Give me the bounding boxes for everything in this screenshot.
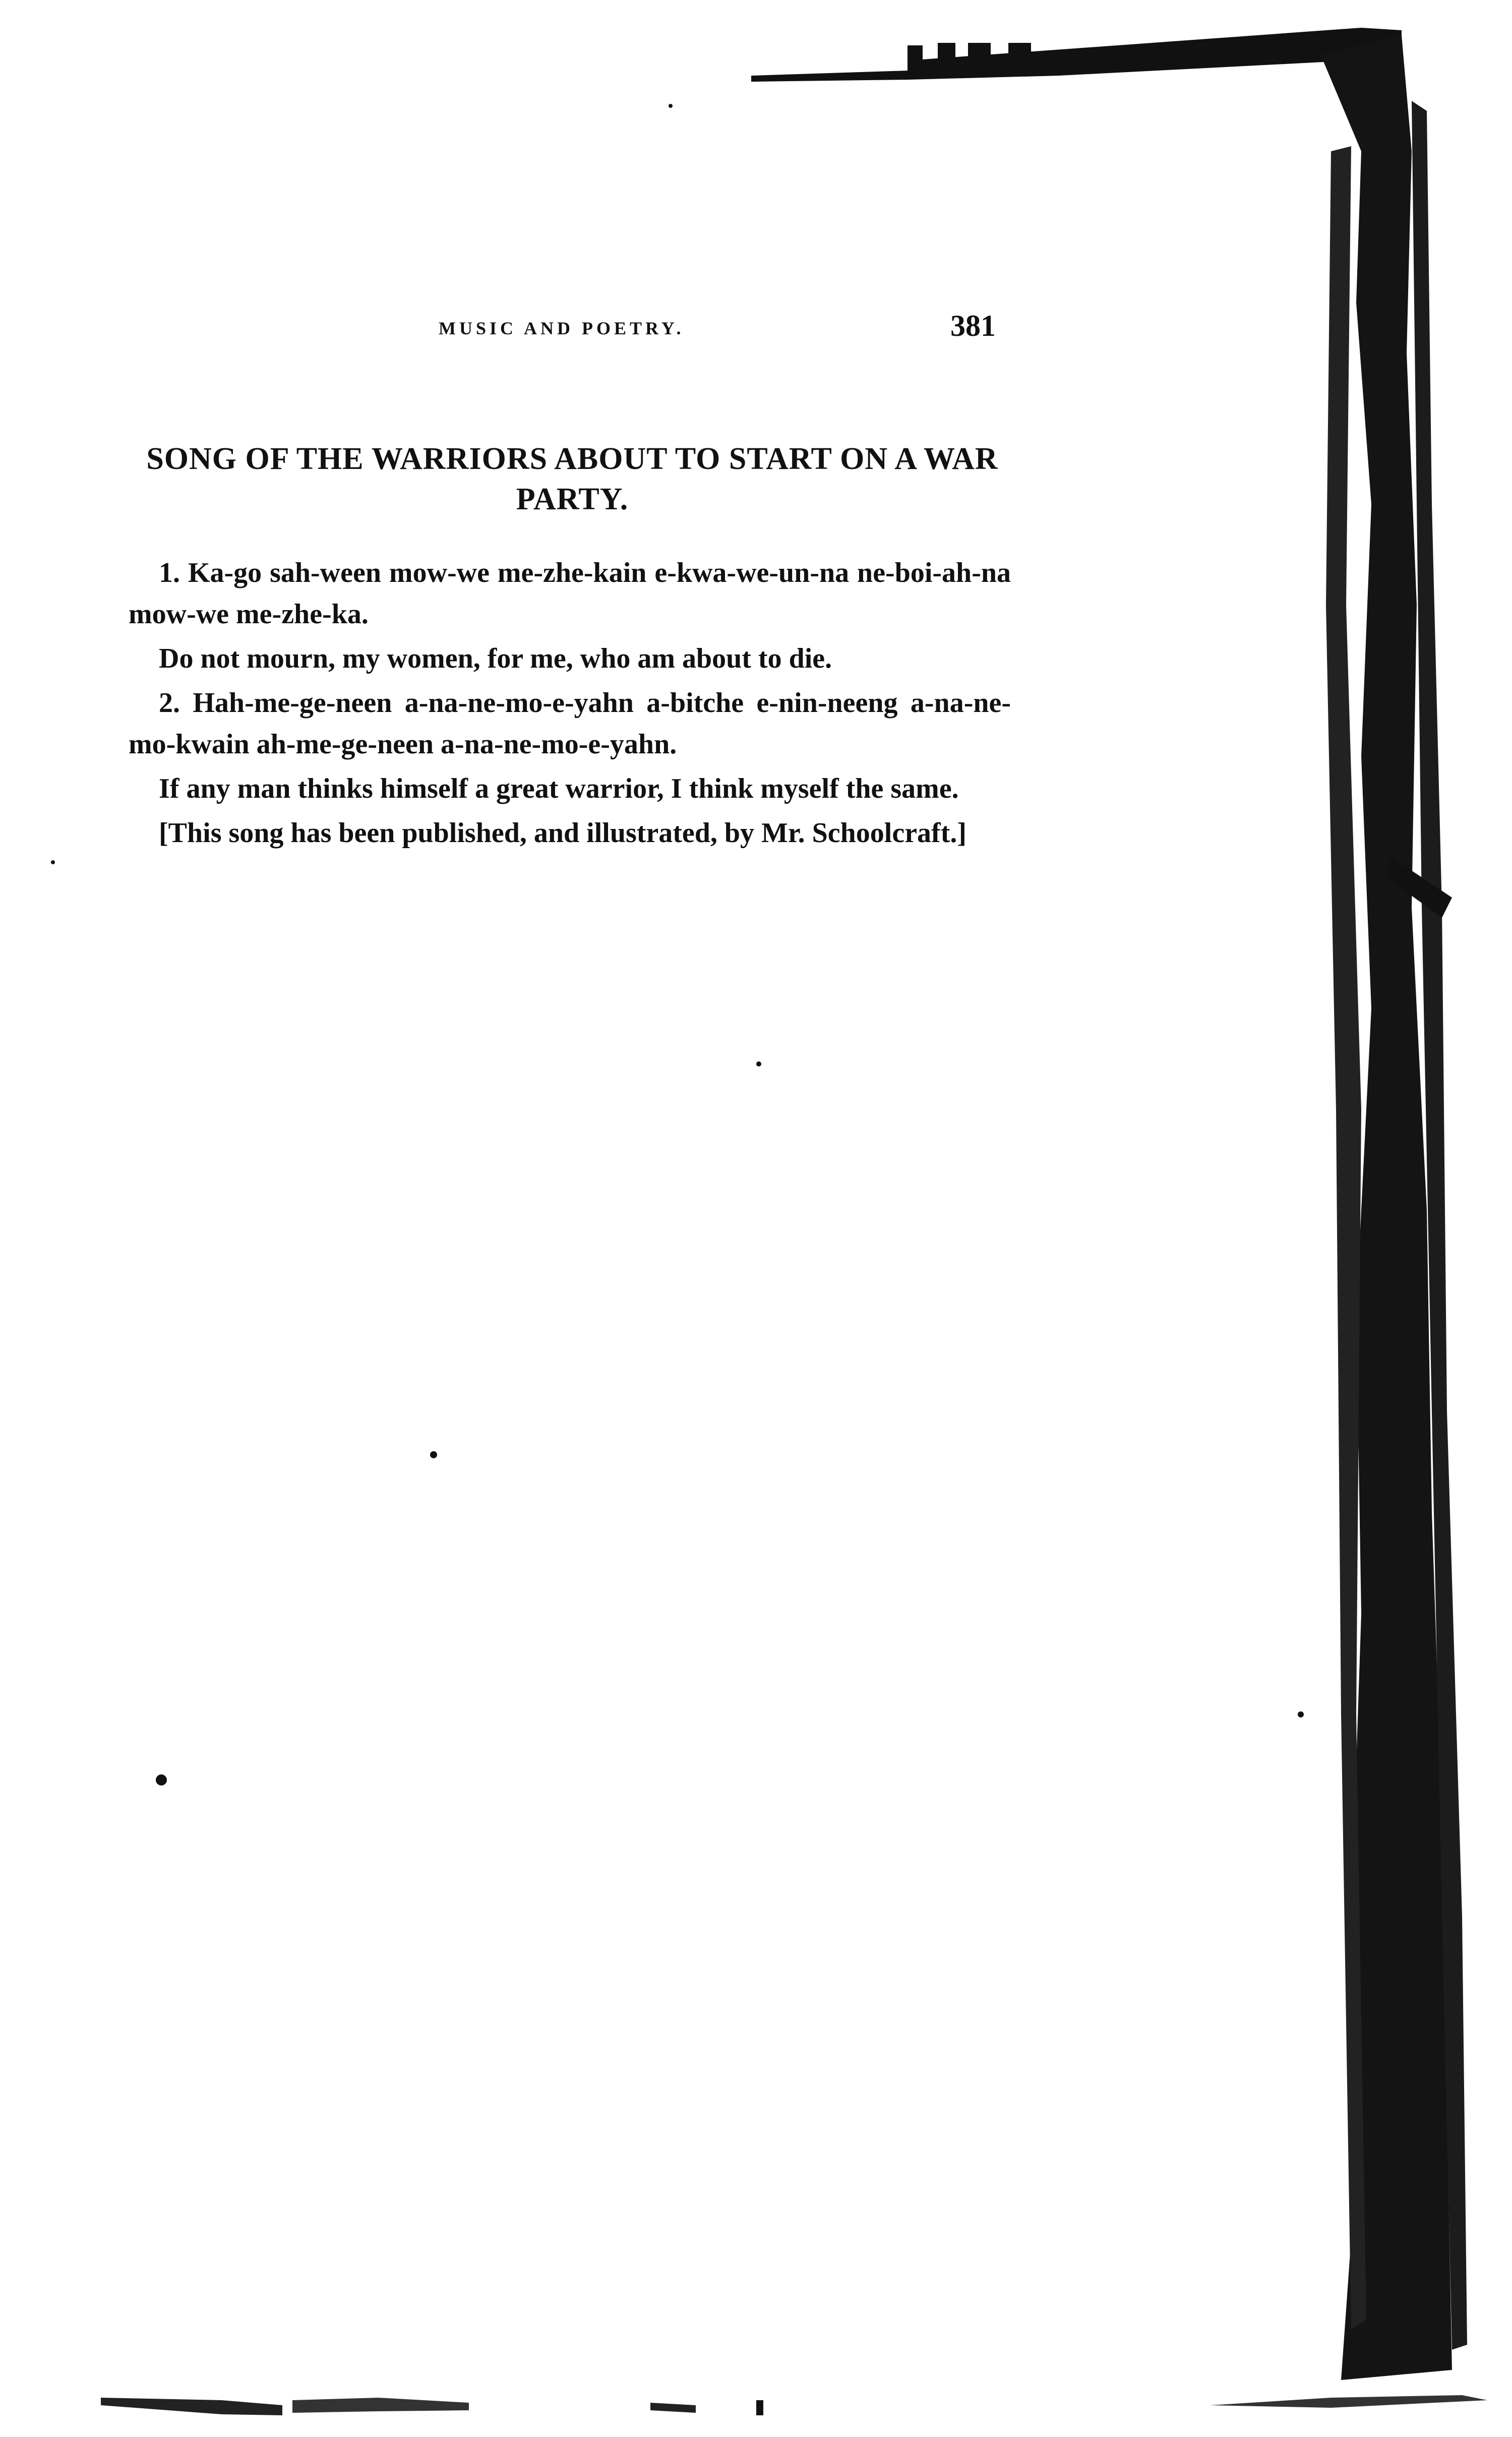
speck	[430, 1451, 437, 1458]
top-block-2	[938, 43, 955, 68]
speck	[51, 860, 55, 864]
bottom-mark-2	[292, 2398, 469, 2413]
speck	[1298, 1711, 1304, 1717]
speck	[669, 104, 673, 108]
verse-1-original: 1. Ka-go sah-ween mow-we me-zhe-kain e-kwa-we-un-na ne-boi-ah-na mow-we me-zhe-ka.	[129, 557, 1011, 630]
page-number: 381	[950, 309, 996, 342]
top-block-1	[908, 45, 923, 68]
bottom-mark-5	[1210, 2395, 1487, 2408]
top-block-3	[968, 43, 991, 68]
verse-2-translation: If any man thinks himself a great warrior, I think myself the same.	[159, 773, 959, 804]
top-border-artifact	[751, 28, 1402, 82]
speck	[756, 1061, 761, 1066]
editorial-note: [This song has been published, and illustrated, by Mr. Schoolcraft.]	[159, 817, 966, 849]
bottom-mark-3	[650, 2403, 696, 2413]
bottom-mark-4	[756, 2400, 763, 2415]
top-block-4	[1008, 43, 1031, 67]
song-title: SONG OF THE WARRIORS ABOUT TO START ON A WAR PARTY.	[146, 442, 998, 516]
running-head: MUSIC AND POETRY.	[439, 318, 685, 338]
verse-2-original: 2. Hah-me-ge-neen a-na-ne-mo-e-yahn a-bitche e-nin-neeng a-na-ne-mo-kwain ah-me-ge-neen a-na-ne-mo-e-yahn.	[129, 687, 1011, 760]
bottom-mark-1	[101, 2398, 282, 2415]
speck	[156, 1774, 167, 1786]
verse-1-translation: Do not mourn, my women, for me, who am about to die.	[159, 643, 832, 674]
